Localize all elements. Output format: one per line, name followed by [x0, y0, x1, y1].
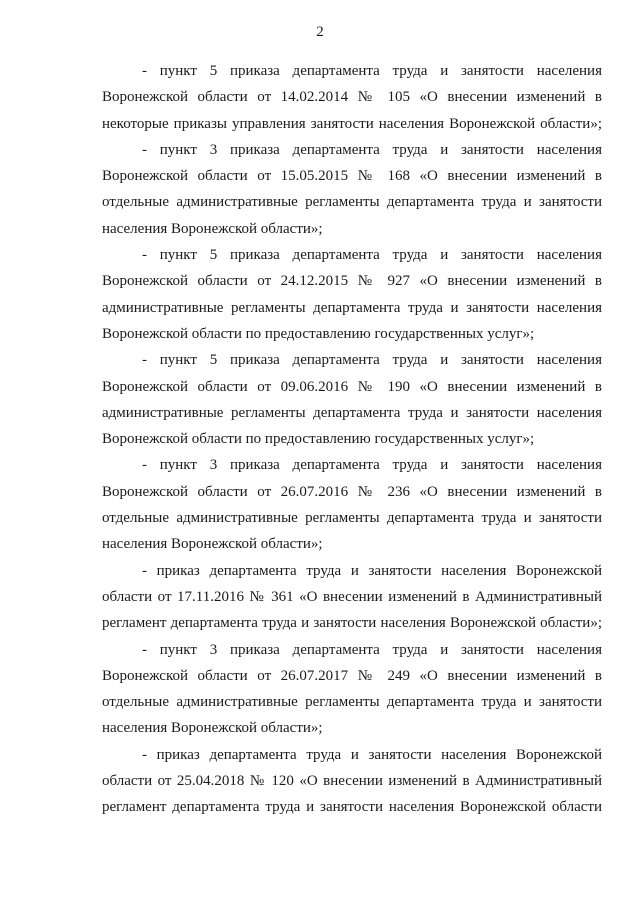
- text-line: - пункт 5 приказа департамента труда и занятости населения: [142, 352, 602, 369]
- text-line: области от 17.11.2016 № 361 «О внесении изменений в Административный: [102, 588, 602, 605]
- text-line: Воронежской области от 26.07.2017 № 249 «О внесении изменений в: [102, 667, 602, 684]
- text-line: - приказ департамента труда и занятости населения Воронежской: [142, 746, 602, 763]
- page-number: 2: [316, 24, 324, 40]
- list-item: [102, 637, 602, 742]
- text-line: - пункт 3 приказа департамента труда и занятости населения: [142, 457, 602, 474]
- list-item: [102, 137, 602, 242]
- text-line: населения Воронежской области»;: [102, 536, 323, 553]
- text-line: административные регламенты департамента труда и занятости населения: [102, 404, 602, 421]
- text-line: отдельные административные регламенты департамента труда и занятости: [102, 694, 602, 711]
- list-item: [102, 347, 602, 452]
- text-line: Воронежской области от 24.12.2015 № 927 «О внесении изменений в: [102, 273, 602, 290]
- text-line: Воронежской области от 26.07.2016 № 236 «О внесении изменений в: [102, 483, 602, 500]
- text-line: Воронежской области по предоставлению государственных услуг»;: [102, 431, 535, 448]
- list-item: [102, 558, 602, 637]
- text-line: административные регламенты департамента труда и занятости населения: [102, 299, 602, 316]
- list-item: [102, 452, 602, 557]
- text-line: регламент департамента труда и занятости населения Воронежской области»;: [102, 615, 602, 632]
- list-item: [102, 242, 602, 347]
- list-item: [102, 742, 602, 821]
- text-line: отдельные административные регламенты департамента труда и занятости: [102, 510, 602, 527]
- text-line: регламент департамента труда и занятости населения Воронежской области: [102, 799, 602, 816]
- text-line: - пункт 5 приказа департамента труда и занятости населения: [142, 63, 602, 79]
- document-body: [102, 58, 602, 821]
- text-line: - пункт 3 приказа департамента труда и занятости населения: [142, 641, 602, 658]
- text-line: области от 25.04.2018 № 120 «О внесении изменений в Административный: [102, 773, 602, 790]
- text-line: некоторые приказы управления занятости населения Воронежской области»;: [102, 115, 602, 132]
- text-line: отдельные административные регламенты департамента труда и занятости: [102, 194, 602, 211]
- text-line: - пункт 3 приказа департамента труда и занятости населения: [142, 141, 602, 158]
- text-line: Воронежской области от 14.02.2014 № 105 «О внесении изменений в: [102, 89, 602, 106]
- text-line: - пункт 5 приказа департамента труда и занятости населения: [142, 247, 602, 264]
- text-line: Воронежской области от 15.05.2015 № 168 «О внесении изменений в: [102, 168, 602, 185]
- list-item: [102, 58, 602, 137]
- text-line: населения Воронежской области»;: [102, 720, 323, 737]
- text-line: Воронежской области по предоставлению государственных услуг»;: [102, 325, 535, 342]
- text-line: населения Воронежской области»;: [102, 220, 323, 237]
- text-line: Воронежской области от 09.06.2016 № 190 «О внесении изменений в: [102, 378, 602, 395]
- text-line: - приказ департамента труда и занятости населения Воронежской: [142, 562, 602, 579]
